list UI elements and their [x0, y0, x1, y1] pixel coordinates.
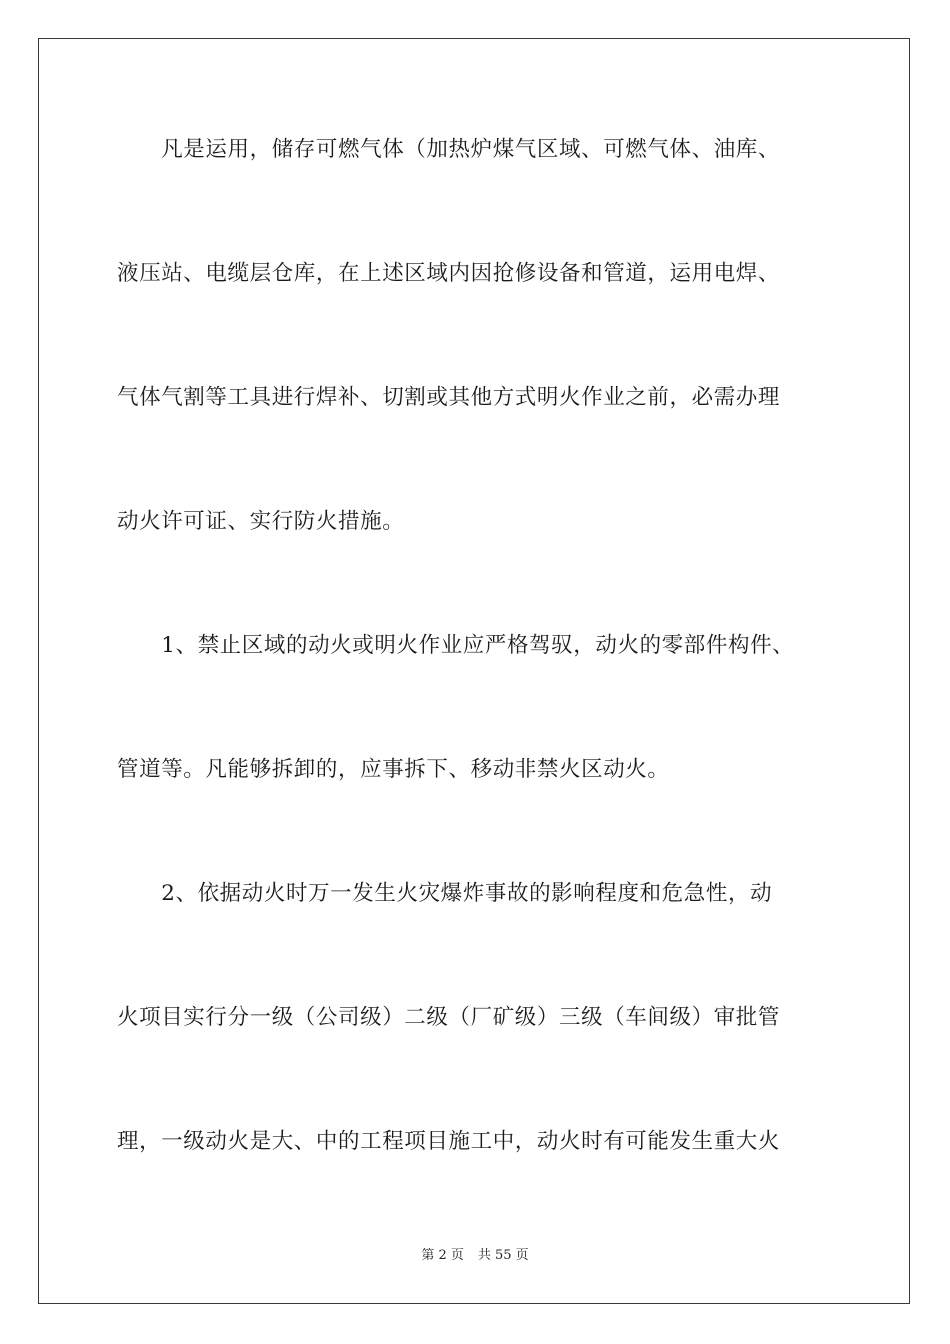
text-line-6: 管道等。凡能够拆卸的，应事拆下、移动非禁火区动火。 — [117, 757, 670, 782]
page-number: 第 2 页 — [421, 1248, 464, 1263]
text-line-9: 理，一级动火是大、中的工程项目施工中，动火时有可能发生重大火 — [117, 1129, 781, 1154]
page-footer — [0, 1247, 950, 1265]
text-line-8: 火项目实行分一级（公司级）二级（厂矿级）三级（车间级）审批管 — [117, 1005, 781, 1030]
text-line-3: 气体气割等工具进行焊补、切割或其他方式明火作业之前，必需办理 — [117, 385, 781, 410]
text-line-7: 2、依据动火时万一发生火灾爆炸事故的影响程度和危急性，动 — [117, 881, 773, 906]
page-total: 共 55 页 — [477, 1248, 529, 1263]
text-line-1: 凡是运用，储存可燃气体（加热炉煤气区域、可燃气体、油库、 — [117, 137, 781, 162]
page-frame — [38, 38, 910, 1304]
text-line-5: 1、禁止区域的动火或明火作业应严格驾驭，动火的零部件构件、 — [117, 633, 795, 658]
text-line-4: 动火许可证、实行防火措施。 — [117, 509, 405, 534]
text-line-2: 液压站、电缆层仓库，在上述区域内因抢修设备和管道，运用电焊、 — [117, 261, 781, 286]
